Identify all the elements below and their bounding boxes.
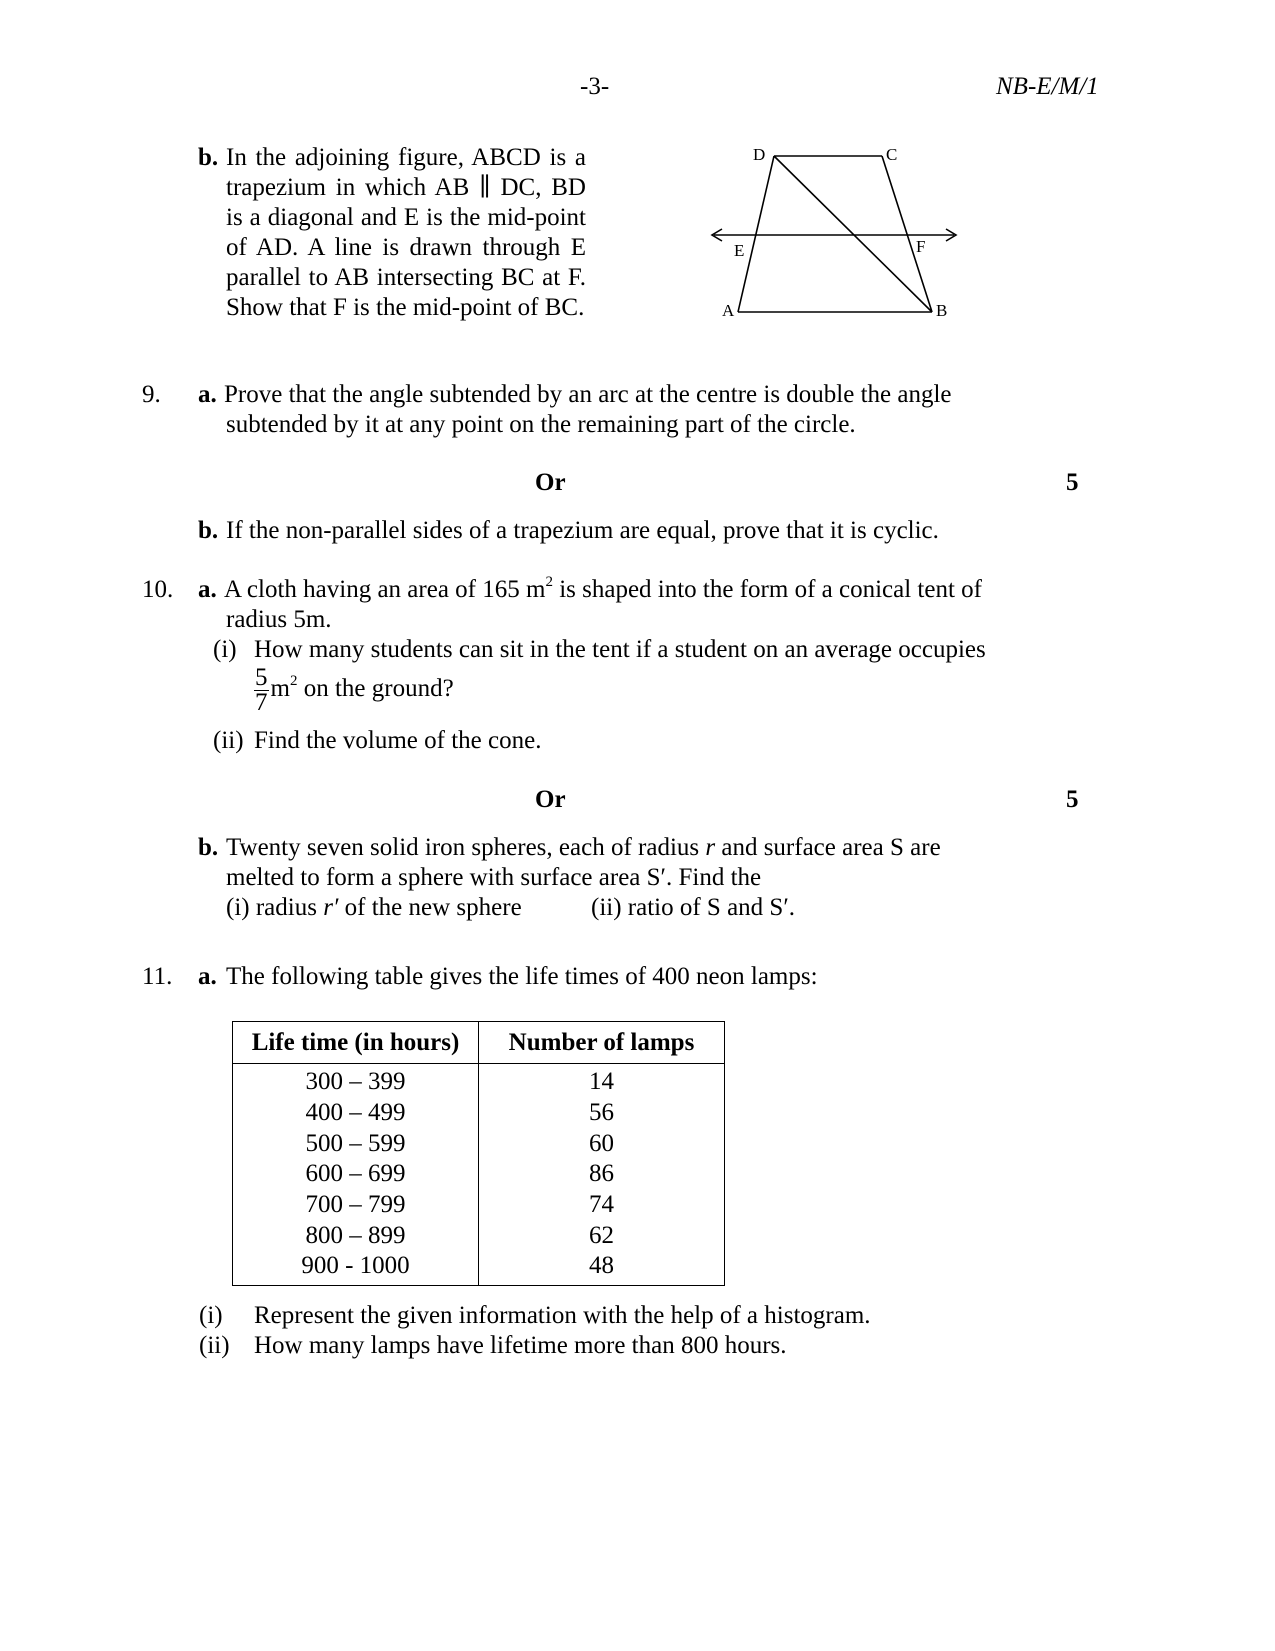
fraction-five-sevenths: $\frac{5}{7}$: [255, 664, 268, 716]
q9a-line2: subtended by it at any point on the remaining part of the circle.: [226, 411, 856, 438]
q10-marks: 5: [1066, 786, 1079, 813]
q10b-line2: melted to form a sphere with surface area S′. Find the: [226, 864, 762, 891]
table-row: [233, 1220, 724, 1251]
table-header: Number of lamps: [479, 1022, 725, 1064]
q9a-label: a.: [198, 381, 217, 408]
q10a-line1: A cloth having an area of 165 $m^2$ is shaped into the form of a conical tent of: [224, 573, 982, 603]
label-d: D: [753, 145, 766, 164]
q9a-line1: Prove that the angle subtended by an arc at the centre is double the angle: [224, 381, 952, 408]
table-cell: 400 – 499: [233, 1098, 479, 1129]
q9-or: Or: [535, 469, 566, 496]
q8b-text: In the adjoining figure, ABCD is a trapezium in which AB ∥ DC, BD is a diagonal and E is the mid-point of AD. A line is drawn through E parallel to AB intersecting BC at F. Show that F is the mid-point of BC.: [226, 144, 586, 321]
label-b: B: [936, 301, 948, 320]
label-f: F: [916, 237, 926, 256]
table-cell: 300 – 399: [233, 1064, 479, 1098]
q10a-i-text: How many students can sit in the tent if a student on an average occupies: [254, 636, 986, 663]
table-cell: 86: [589, 1160, 614, 1188]
side-da: [738, 156, 774, 312]
q11-number: 11.: [142, 963, 173, 990]
trapezium-figure: [700, 140, 970, 325]
diagonal-bd: [774, 156, 932, 312]
table-cell: 900 - 1000: [233, 1251, 479, 1285]
q11a-i-text: Represent the given information with the help of a histogram.: [254, 1302, 871, 1329]
label-e: E: [734, 241, 745, 260]
q9-number: 9.: [142, 381, 161, 408]
q9-marks: 5: [1066, 469, 1079, 496]
table-cell: 48: [589, 1252, 614, 1280]
q9b-label: b.: [198, 517, 219, 544]
q9b-text: If the non-parallel sides of a trapezium are equal, prove that it is cyclic.: [226, 517, 939, 544]
table-row: [233, 1190, 724, 1221]
q10a-line2: radius 5m.: [226, 606, 332, 633]
q10-or: Or: [535, 786, 566, 813]
q11a-ii-text: How many lamps have lifetime more than 800 hours.: [254, 1332, 787, 1359]
q10a-i-label: (i): [213, 636, 237, 663]
table-cell: 74: [589, 1191, 614, 1219]
side-cb: [882, 156, 932, 312]
table-header: Life time (in hours): [233, 1022, 479, 1064]
q11a-text: The following table gives the life times of 400 neon lamps:: [226, 963, 818, 990]
q8b-label: b.: [198, 144, 219, 171]
paper-code: NB-E/M/1: [996, 73, 1099, 100]
q11a-label: a.: [198, 963, 217, 990]
label-c: C: [886, 145, 898, 164]
q10a-ii-text: Find the volume of the cone.: [254, 727, 542, 754]
q10-number: 10.: [142, 576, 174, 603]
q10b-label: b.: [198, 834, 219, 861]
q10b-part-i: (i) radius r′ of the new sphere: [226, 894, 522, 921]
q10a-i-line2: $\frac{5}{7}$ $m^2$ on the ground?: [255, 664, 454, 716]
table-row: [233, 1098, 724, 1129]
table-cell: 56: [589, 1099, 614, 1127]
table-cell: 14: [589, 1068, 614, 1096]
table-row: [233, 1128, 724, 1159]
table-cell: 700 – 799: [233, 1190, 479, 1221]
label-a: A: [722, 301, 735, 320]
q11a-i-label: (i): [199, 1302, 223, 1329]
table-row: [233, 1251, 724, 1285]
q10a-ii-label: (ii): [213, 727, 244, 754]
q10b-line1: Twenty seven solid iron spheres, each of radius r and surface area S are: [226, 834, 941, 861]
table-cell: 62: [589, 1221, 614, 1249]
lamp-life-table: [232, 1021, 725, 1286]
q10a-label: a.: [198, 576, 217, 603]
q11a-ii-label: (ii): [199, 1332, 230, 1359]
table-cell: 60: [589, 1129, 614, 1157]
table-row: [233, 1159, 724, 1190]
table-cell: 600 – 699: [233, 1159, 479, 1190]
q10b-part-ii: (ii) ratio of S and S′.: [591, 894, 796, 921]
table-cell: 800 – 899: [233, 1220, 479, 1251]
table-cell: 500 – 599: [233, 1128, 479, 1159]
page-number: -3-: [580, 73, 610, 100]
table-row: [233, 1064, 724, 1098]
